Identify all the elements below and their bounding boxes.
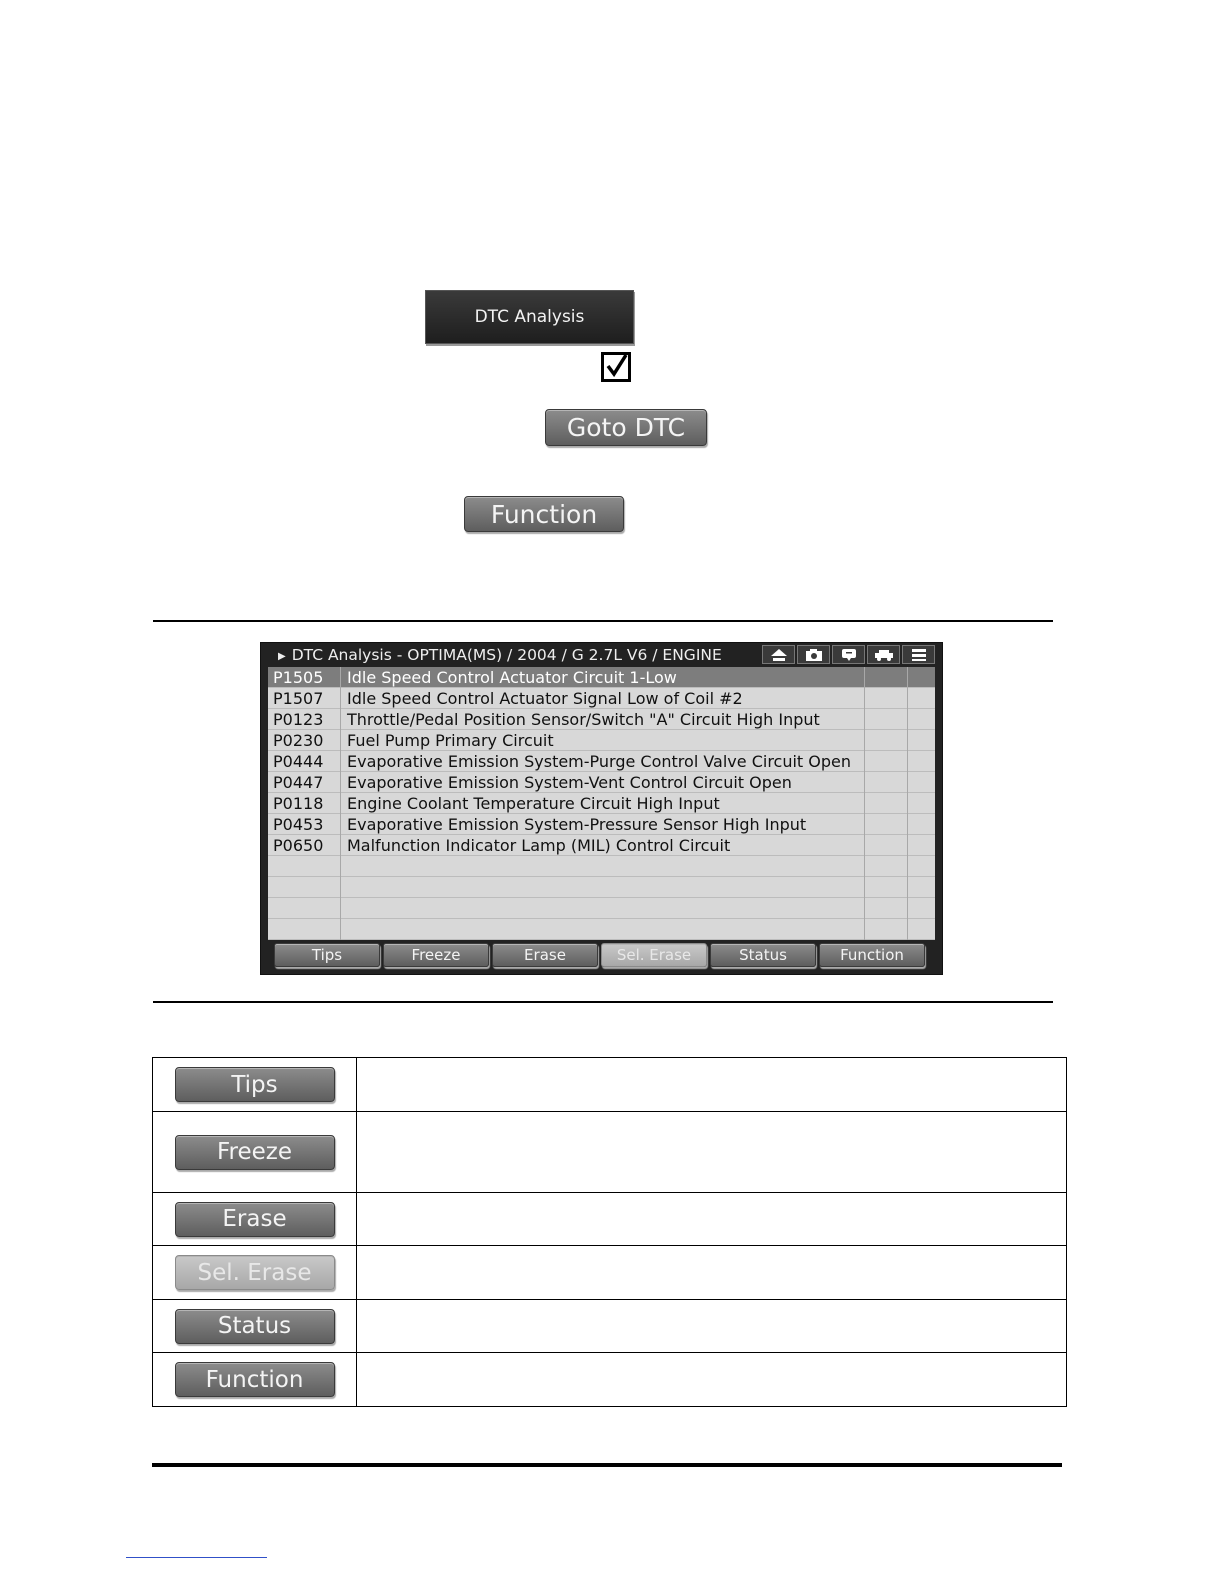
empty-row[interactable] [268, 919, 935, 940]
dtc-row[interactable] [268, 772, 935, 793]
screen-title-bar [266, 645, 756, 665]
menu-icon[interactable] [902, 645, 935, 664]
legend-description [357, 1246, 1067, 1300]
screen-freeze-button[interactable]: Freeze [383, 943, 489, 967]
column-divider [864, 667, 865, 940]
legend-row [153, 1058, 1067, 1112]
dtc-description: Idle Speed Control Actuator Signal Low of Coil #2 [347, 689, 743, 708]
legend-freeze-button[interactable]: Freeze [175, 1135, 335, 1170]
screen-sel-erase-button: Sel. Erase [601, 943, 707, 967]
legend-row [153, 1300, 1067, 1353]
dtc-description: Fuel Pump Primary Circuit [347, 731, 554, 750]
legend-status-button[interactable]: Status [175, 1309, 335, 1344]
dtc-row[interactable] [268, 835, 935, 856]
dtc-analysis-menu-button[interactable]: DTC Analysis [425, 290, 634, 344]
dtc-description: Evaporative Emission System-Purge Control Valve Circuit Open [347, 752, 852, 771]
dtc-code: P0650 [273, 836, 324, 855]
help-icon[interactable] [832, 645, 865, 664]
dtc-description: Throttle/Pedal Position Sensor/Switch "A" Circuit High Input [347, 710, 820, 729]
legend-erase-button[interactable]: Erase [175, 1202, 335, 1237]
goto-dtc-button[interactable]: Goto DTC [545, 409, 707, 446]
dtc-description: Evaporative Emission System-Pressure Sensor High Input [347, 815, 807, 834]
footer-rule [152, 1463, 1062, 1467]
footer-link-underline [126, 1557, 267, 1558]
legend-row [153, 1353, 1067, 1407]
screen-function-button[interactable]: Function [819, 943, 925, 967]
legend-sel-erase-button: Sel. Erase [175, 1255, 335, 1290]
vehicle-icon[interactable] [867, 645, 900, 664]
home-icon[interactable] [762, 645, 795, 664]
screen-tips-button[interactable]: Tips [274, 943, 380, 967]
dtc-code: P1507 [273, 689, 324, 708]
dtc-row[interactable] [268, 751, 935, 772]
section-divider [153, 1001, 1053, 1003]
legend-description [357, 1112, 1067, 1193]
column-divider [340, 667, 341, 940]
button-legend-table [152, 1057, 1067, 1407]
legend-description [357, 1300, 1067, 1353]
dtc-code: P1505 [273, 668, 324, 687]
dtc-description: Evaporative Emission System-Vent Control Circuit Open [347, 773, 792, 792]
legend-row [153, 1112, 1067, 1193]
empty-row[interactable] [268, 856, 935, 877]
legend-tips-button[interactable]: Tips [175, 1067, 335, 1102]
dtc-row[interactable] [268, 688, 935, 709]
dtc-code: P0123 [273, 710, 324, 729]
legend-row [153, 1193, 1067, 1246]
dtc-row[interactable] [268, 667, 935, 688]
camera-icon[interactable] [797, 645, 830, 664]
dtc-row[interactable] [268, 814, 935, 835]
dtc-description: Engine Coolant Temperature Circuit High Input [347, 794, 720, 813]
dtc-code: P0453 [273, 815, 324, 834]
screen-button-bar [274, 943, 928, 967]
dtc-description: Idle Speed Control Actuator Circuit 1-Low [347, 668, 677, 687]
section-divider [153, 620, 1053, 622]
dtc-table [268, 667, 935, 940]
screen-toolbar [762, 645, 935, 665]
screen-erase-button[interactable]: Erase [492, 943, 598, 967]
dtc-description: Malfunction Indicator Lamp (MIL) Control Circuit [347, 836, 731, 855]
dtc-code: P0118 [273, 794, 324, 813]
checked-checkbox-icon [601, 352, 631, 382]
function-button[interactable]: Function [464, 496, 624, 532]
dtc-code: P0230 [273, 731, 324, 750]
dtc-row[interactable] [268, 793, 935, 814]
column-divider [907, 667, 908, 940]
screen-status-button[interactable]: Status [710, 943, 816, 967]
dtc-row[interactable] [268, 730, 935, 751]
triangle-icon: ▶ [278, 651, 286, 662]
dtc-code: P0444 [273, 752, 324, 771]
dtc-code: P0447 [273, 773, 324, 792]
dtc-row[interactable] [268, 709, 935, 730]
legend-function-button[interactable]: Function [175, 1362, 335, 1397]
legend-description [357, 1193, 1067, 1246]
legend-description [357, 1058, 1067, 1112]
empty-row[interactable] [268, 877, 935, 898]
legend-description [357, 1353, 1067, 1407]
empty-row[interactable] [268, 898, 935, 919]
screen-title: DTC Analysis - OPTIMA(MS) / 2004 / G 2.7L V6 / ENGINE [291, 646, 722, 664]
legend-row [153, 1246, 1067, 1300]
